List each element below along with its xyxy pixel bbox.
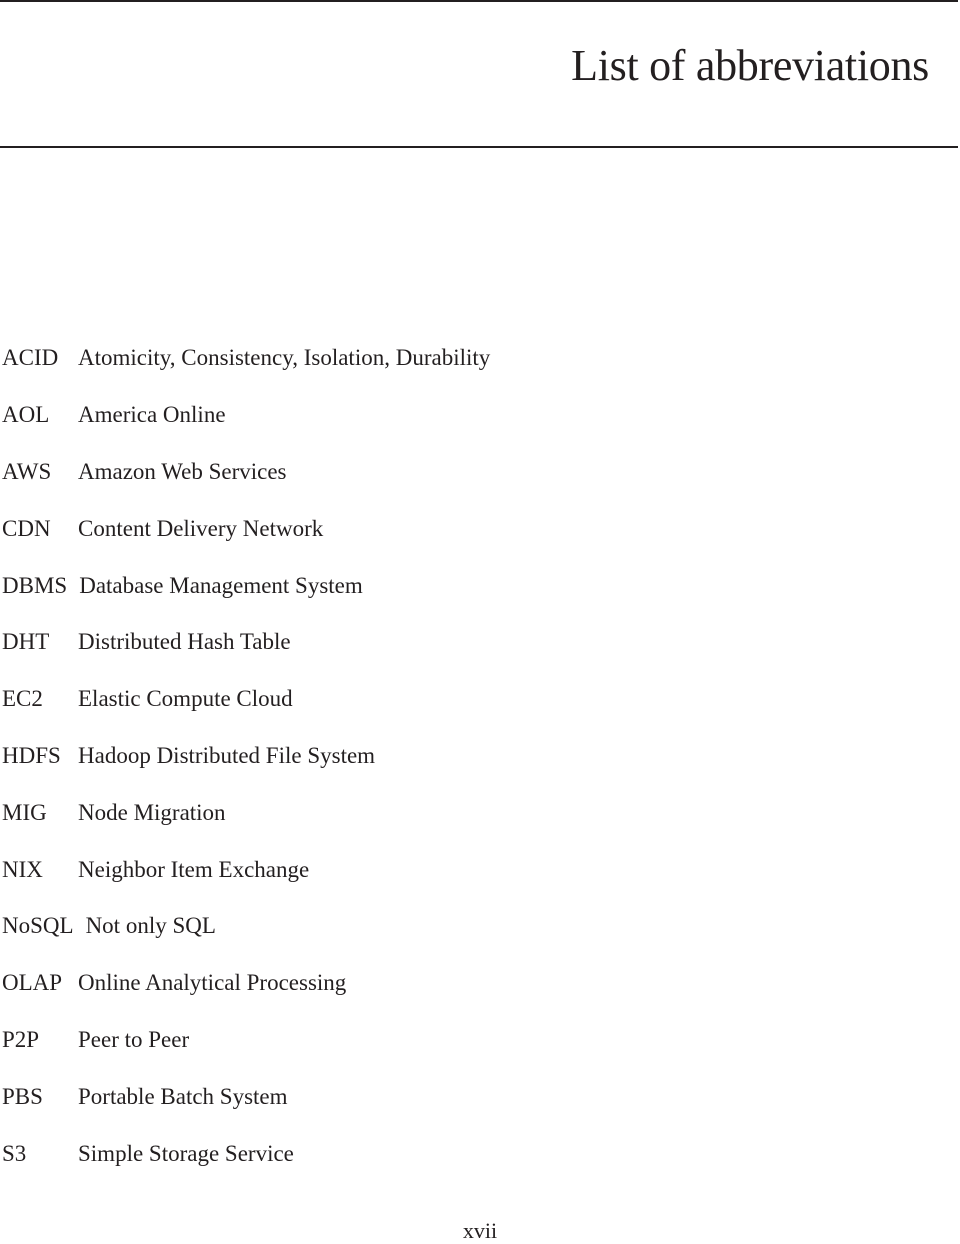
abbreviation-entry <box>0 387 490 444</box>
abbreviation-expansion: Elastic Compute Cloud <box>78 686 293 712</box>
abbreviation-entry <box>0 841 490 898</box>
abbreviation-expansion: Node Migration <box>78 799 226 825</box>
chapter-title: List of abbreviations <box>571 41 929 90</box>
abbreviation-expansion: Distributed Hash Table <box>78 629 291 655</box>
abbreviation-list <box>0 330 490 1182</box>
abbreviation-expansion: Content Delivery Network <box>78 515 324 541</box>
abbreviation-expansion: America Online <box>78 402 226 428</box>
abbreviation-entry <box>0 671 490 728</box>
abbreviation-entry <box>0 444 490 501</box>
abbreviation-expansion: Atomicity, Consistency, Isolation, Durability <box>78 345 491 371</box>
abbreviation-term: DBMS <box>2 572 68 598</box>
abbreviation-expansion: Portable Batch System <box>78 1083 288 1109</box>
page-number: xvii <box>462 1218 498 1243</box>
abbreviation-term: AWS <box>2 458 52 484</box>
abbreviation-entry <box>0 1125 490 1182</box>
abbreviation-expansion: Amazon Web Services <box>78 458 287 484</box>
abbreviation-entry <box>0 955 490 1012</box>
abbreviation-term: P2P <box>2 1026 40 1052</box>
abbreviation-expansion: Online Analytical Processing <box>78 970 347 996</box>
top-rule <box>0 0 958 2</box>
abbreviation-term: DHT <box>2 629 50 655</box>
abbreviation-term: HDFS <box>2 742 61 768</box>
abbreviation-entry <box>0 614 490 671</box>
abbreviation-expansion: Not only SQL <box>85 913 216 939</box>
abbreviation-expansion: Database Management System <box>79 572 363 598</box>
abbreviation-expansion: Simple Storage Service <box>78 1140 294 1166</box>
abbreviation-term: NoSQL <box>2 913 74 939</box>
abbreviation-term: PBS <box>2 1083 43 1109</box>
abbreviation-term: OLAP <box>2 970 63 996</box>
abbreviation-term: AOL <box>2 402 50 428</box>
abbreviation-term: EC2 <box>2 686 43 712</box>
abbreviation-entry <box>0 1068 490 1125</box>
abbreviation-entry <box>0 784 490 841</box>
abbreviation-entry <box>0 330 490 387</box>
abbreviation-entry <box>0 557 490 614</box>
abbreviation-expansion: Peer to Peer <box>78 1026 190 1052</box>
abbreviation-term: ACID <box>2 345 59 371</box>
abbreviation-expansion: Hadoop Distributed File System <box>78 742 376 768</box>
abbreviation-entry <box>0 1012 490 1069</box>
abbreviation-entry <box>0 500 490 557</box>
abbreviation-term: S3 <box>2 1140 27 1166</box>
abbreviation-term: MIG <box>2 799 47 825</box>
abbreviation-expansion: Neighbor Item Exchange <box>78 856 310 882</box>
title-rule <box>0 146 958 148</box>
abbreviation-term: CDN <box>2 515 51 541</box>
abbreviation-entry <box>0 728 490 785</box>
abbreviation-entry <box>0 898 490 955</box>
abbreviation-term: NIX <box>2 856 43 882</box>
